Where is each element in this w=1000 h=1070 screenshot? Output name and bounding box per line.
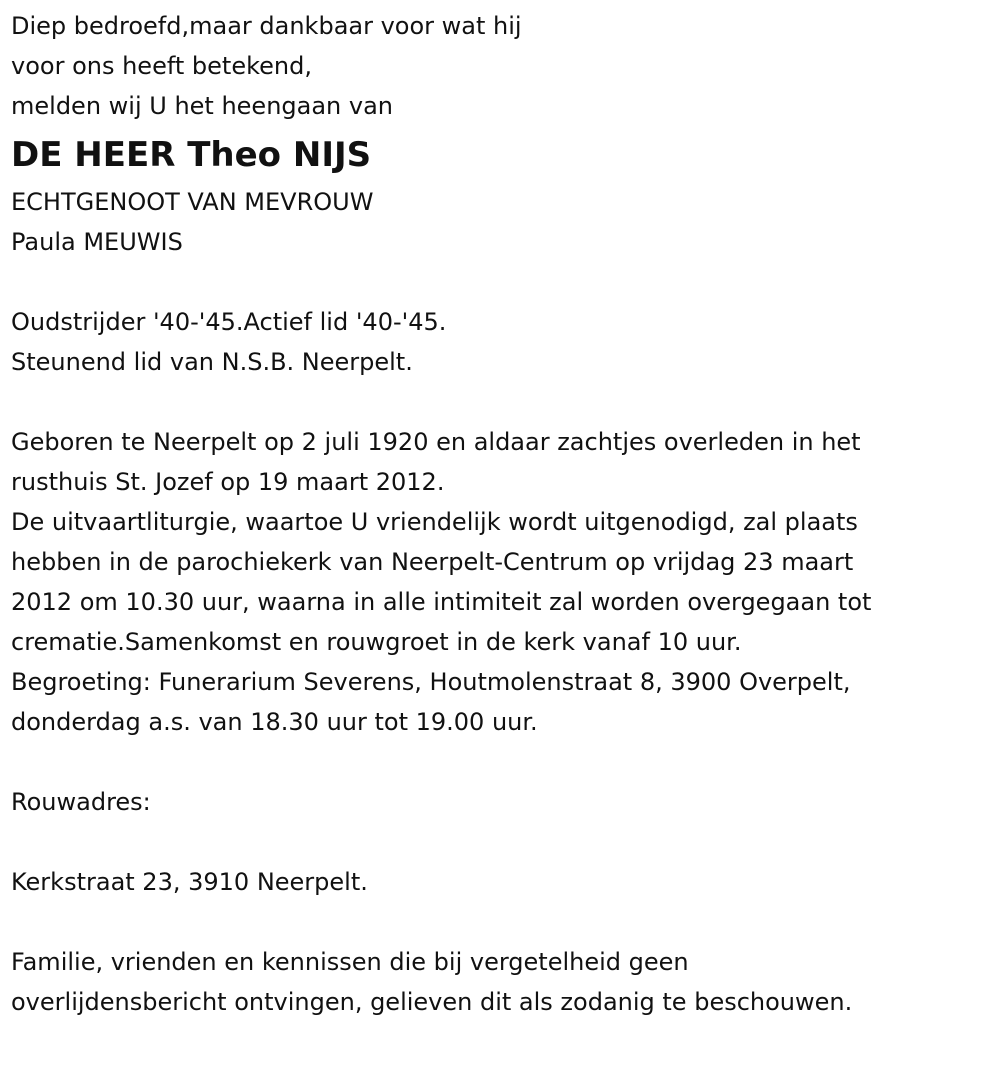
address-label: Rouwadres:: [11, 788, 151, 816]
spacer: [11, 382, 991, 422]
closing-line: Familie, vrienden en kennissen die bij vergetelheid geen: [11, 948, 689, 976]
spouse-block: [11, 182, 991, 262]
obituary-notice: [11, 6, 991, 1022]
closing-line: overlijdensbericht ontvingen, gelieven dit als zodanig te beschouwen.: [11, 988, 853, 1016]
details-line: Geboren te Neerpelt op 2 juli 1920 en aldaar zachtjes overleden in het: [11, 428, 861, 456]
memberships-block: [11, 302, 991, 382]
details-block: [11, 422, 991, 742]
membership-line: Steunend lid van N.S.B. Neerpelt.: [11, 348, 413, 376]
intro-block: [11, 6, 991, 126]
spouse-line: Paula MEUWIS: [11, 228, 183, 256]
spacer: [11, 742, 991, 782]
details-line: De uitvaartliturgie, waartoe U vriendelijk wordt uitgenodigd, zal plaats: [11, 508, 858, 536]
intro-line: Diep bedroefd,maar dankbaar voor wat hij: [11, 12, 522, 40]
membership-line: Oudstrijder '40-'45.Actief lid '40-'45.: [11, 308, 447, 336]
spouse-line: ECHTGENOOT VAN MEVROUW: [11, 188, 374, 216]
spacer: [11, 902, 991, 942]
details-line: hebben in de parochiekerk van Neerpelt-Centrum op vrijdag 23 maart: [11, 548, 854, 576]
mourning-address: Kerkstraat 23, 3910 Neerpelt.: [11, 868, 368, 896]
closing-block: [11, 942, 991, 1022]
details-line: 2012 om 10.30 uur, waarna in alle intimiteit zal worden overgegaan tot: [11, 588, 872, 616]
intro-line: melden wij U het heengaan van: [11, 92, 394, 120]
details-line: Begroeting: Funerarium Severens, Houtmolenstraat 8, 3900 Overpelt,: [11, 668, 851, 696]
deceased-name: DE HEER Theo NIJS: [11, 135, 372, 175]
spacer: [11, 822, 991, 862]
details-line: donderdag a.s. van 18.30 uur tot 19.00 uur.: [11, 708, 538, 736]
details-line: rusthuis St. Jozef op 19 maart 2012.: [11, 468, 445, 496]
details-line: crematie.Samenkomst en rouwgroet in de kerk vanaf 10 uur.: [11, 628, 742, 656]
spacer: [11, 262, 991, 302]
intro-line: voor ons heeft betekend,: [11, 52, 312, 80]
